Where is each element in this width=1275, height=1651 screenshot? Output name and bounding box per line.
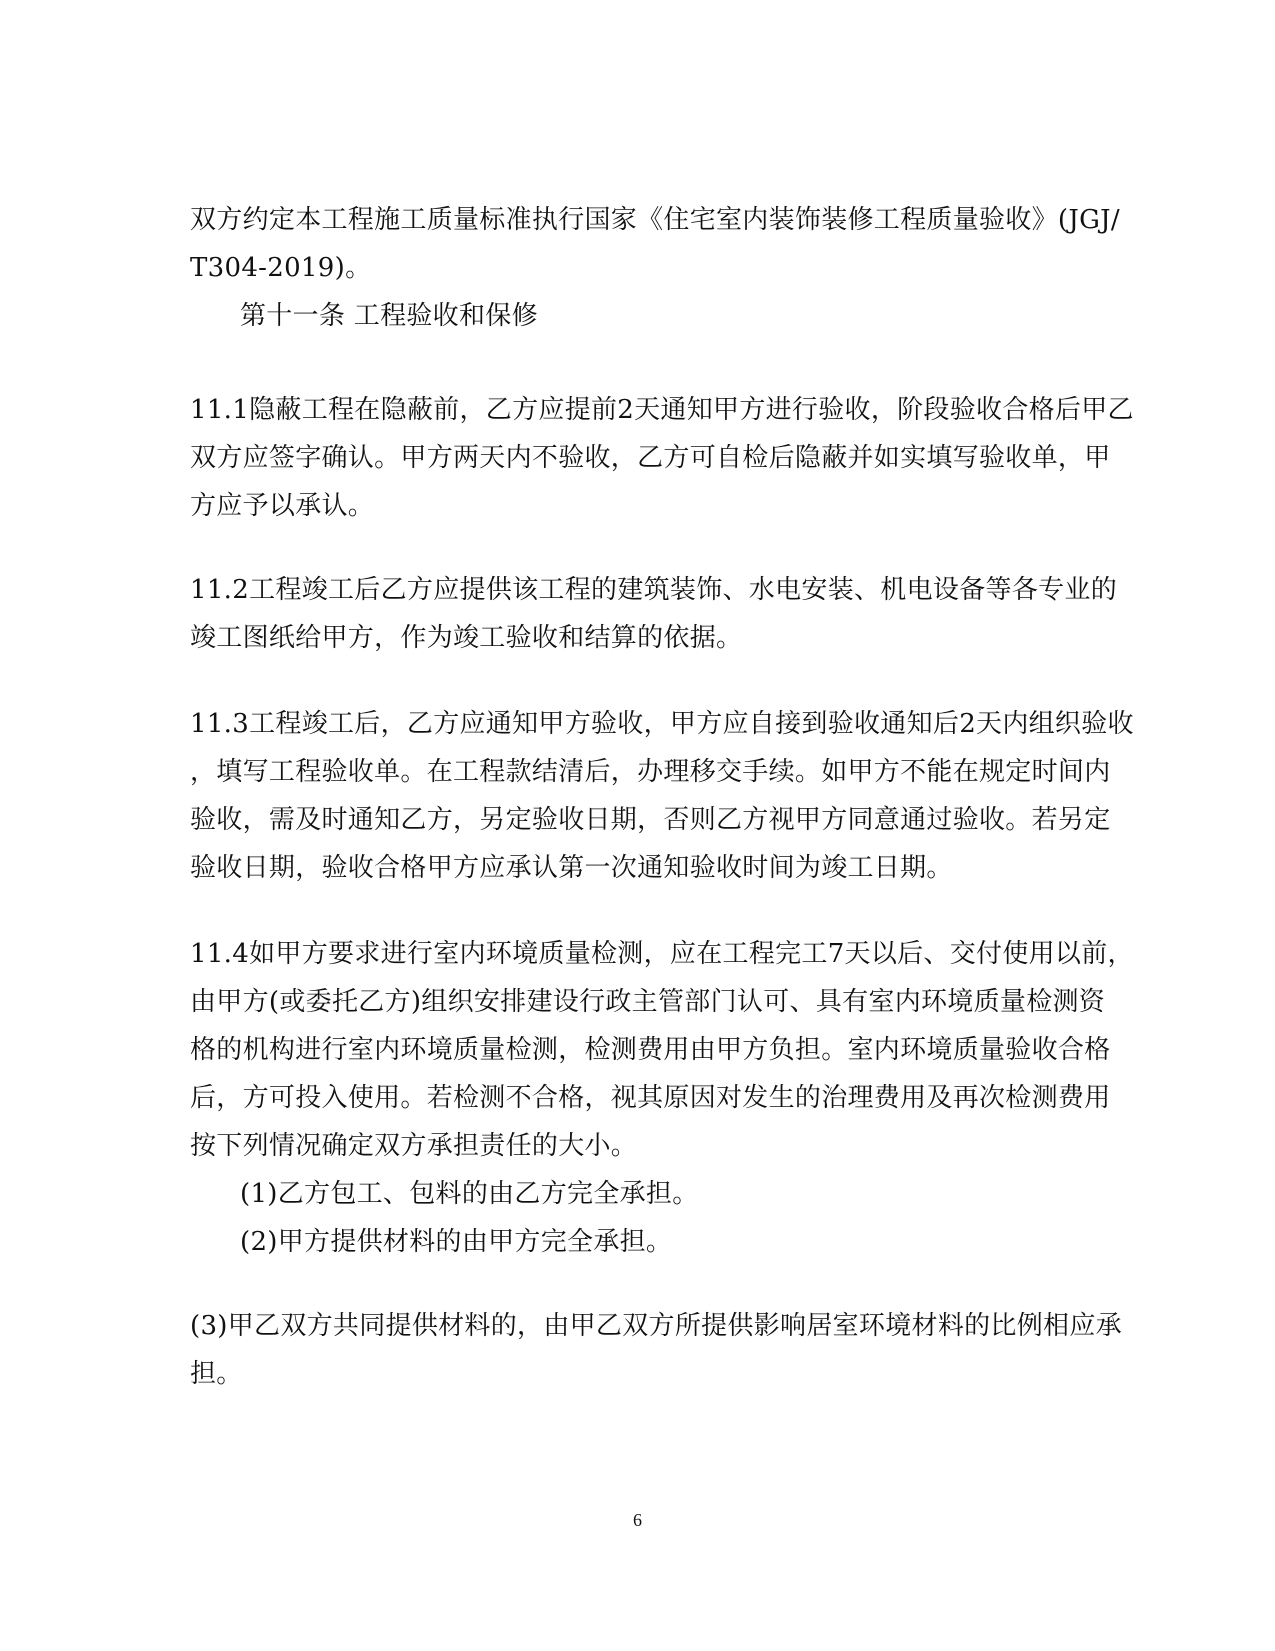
clause-line: ，填写工程验收单。在工程款结清后，办理移交手续。如甲方不能在规定时间内	[190, 757, 1111, 787]
clause-line: 验收日期，验收合格甲方应承认第一次通知验收时间为竣工日期。	[190, 853, 953, 883]
clause-line: 担。	[190, 1359, 243, 1389]
clause-line: 验收，需及时通知乙方，另定验收日期，否则乙方视甲方同意通过验收。若另定	[190, 805, 1111, 835]
list-item-1: (1)乙方包工、包料的由乙方完全承担。	[240, 1179, 699, 1209]
clause-line: 后，方可投入使用。若检测不合格，视其原因对发生的治理费用及再次检测费用	[190, 1083, 1111, 1113]
clause-line: 格的机构进行室内环境质量检测，检测费用由甲方负担。室内环境质量验收合格	[190, 1035, 1111, 1065]
clause-11-3	[190, 700, 1134, 892]
clause-11-2	[190, 566, 1117, 662]
clause-line: 11.3工程竣工后，乙方应通知甲方验收，甲方应自接到验收通知后2天内组织验收	[190, 709, 1134, 739]
intro-paragraph	[190, 196, 1120, 292]
clause-line: 由甲方(或委托乙方)组织安排建设行政主管部门认可、具有室内环境质量检测资	[190, 987, 1106, 1017]
clause-line: 11.4如甲方要求进行室内环境质量检测，应在工程完工7天以后、交付使用以前，	[190, 939, 1134, 969]
clause-11-1	[190, 386, 1134, 530]
clause-line: (3)甲乙双方共同提供材料的，由甲乙双方所提供影响居室环境材料的比例相应承	[190, 1311, 1122, 1341]
clause-line: 方应予以承认。	[190, 491, 375, 521]
clause-line: 按下列情况确定双方承担责任的大小。	[190, 1131, 638, 1161]
clause-line: 双方应签字确认。甲方两天内不验收，乙方可自检后隐蔽并如实填写验收单，甲	[190, 443, 1111, 473]
clause-line: 竣工图纸给甲方，作为竣工验收和结算的依据。	[190, 623, 743, 653]
list-item-2: (2)甲方提供材料的由甲方完全承担。	[240, 1227, 673, 1257]
clause-line: 11.1隐蔽工程在隐蔽前，乙方应提前2天通知甲方进行验收，阶段验收合格后甲乙	[190, 395, 1134, 425]
article-heading-block	[190, 292, 1080, 340]
intro-line: 双方约定本工程施工质量标准执行国家《住宅室内装饰装修工程质量验收》(JGJ/	[190, 205, 1120, 235]
clause-11-4	[190, 930, 1134, 1266]
list-item-3-paragraph	[190, 1302, 1122, 1398]
article-heading: 第十一条 工程验收和保修	[240, 301, 538, 331]
intro-line: T304-2019)。	[190, 253, 372, 283]
clause-line: 11.2工程竣工后乙方应提供该工程的建筑装饰、水电安装、机电设备等各专业的	[190, 575, 1117, 605]
page-number: 6	[633, 1510, 642, 1530]
